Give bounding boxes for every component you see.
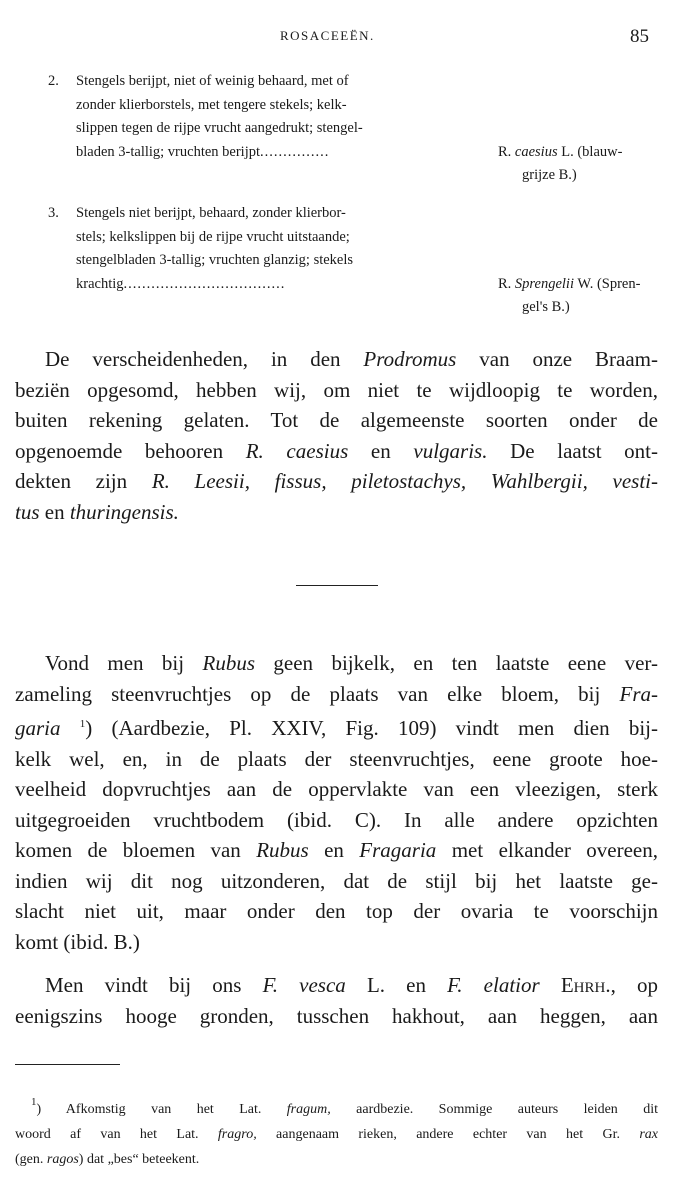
key-line: slippen tegen de rijpe vrucht aangedrukt; stengel-: [76, 120, 363, 136]
text-line: slacht niet uit, maar onder den top der ovaria te voorschijn: [15, 899, 658, 923]
paragraph-species: [15, 970, 658, 1031]
result-continuation: gel's B.): [522, 299, 570, 315]
footnote-divider: [15, 1064, 120, 1065]
result-species: caesius: [514, 143, 558, 160]
text-line: komt (ibid. B.): [15, 929, 140, 954]
result-genus: R.: [498, 143, 512, 160]
footnote-marker: 1: [31, 1096, 37, 1108]
footnote-line: woord af van het Lat. fragro, aangenaam rieken, andere echter van het Gr. rax: [15, 1127, 658, 1142]
result-author: W. (Spren-: [577, 275, 641, 292]
page-header: [0, 26, 678, 46]
text-line: eenigszins hooge gronden, tusschen hakhout, aan heggen, aan: [15, 1003, 658, 1028]
text-line: tus en thuringensis.: [15, 499, 179, 524]
text-line: uitgegroeiden vruchtbodem (ibid. C). In alle andere opzichten: [15, 807, 658, 832]
result-continuation: grijze B.): [522, 167, 577, 183]
key-result: [498, 273, 668, 320]
text-line: Men vindt bij ons F. vesca L. en F. elatior Ehrh., op: [45, 973, 658, 997]
key-result: [498, 141, 668, 188]
key-number: 2.: [48, 73, 59, 89]
key-entry-2: [30, 70, 660, 183]
paragraph-fragaria: [15, 648, 658, 957]
key-number: 3.: [48, 205, 59, 221]
key-line: stels; kelkslippen bij de rijpe vrucht uitstaande;: [76, 228, 350, 245]
text-line: opgenoemde behooren R. caesius en vulgaris. De laatst ont-: [15, 438, 659, 463]
result-author: L. (blauw-: [561, 143, 623, 160]
running-title: ROSACEEËN.: [280, 28, 375, 43]
result-species: Sprengelii: [514, 275, 574, 292]
text-line: Vond men bij Rubus geen bijkelk, en ten laatste eene ver-: [45, 651, 658, 675]
result-genus: R.: [498, 275, 512, 292]
text-line: kelk wel, en, in de plaats der steenvruchtjes, eene groote hoe-: [15, 746, 658, 771]
text-line: dekten zijn R. Leesii, fissus, piletostachys, Wahlbergii, vesti-: [15, 469, 658, 493]
page-number: 85: [630, 26, 649, 47]
key-line: stengelbladen 3-tallig; vruchten glanzig; stekels: [76, 252, 354, 268]
key-line-last: bladen 3-tallig; vruchten berijpt...............: [76, 143, 330, 160]
section-divider: [296, 585, 378, 586]
key-line: Stengels niet berijpt, behaard, zonder klierbor-: [76, 205, 346, 221]
text-line: buiten rekening gelaten. Tot de algemeenste soorten onder de: [15, 408, 658, 432]
text-line: indien wij dit nog uitzonderen, dat de stijl bij het laatste ge-: [15, 868, 658, 893]
footnote-line: (gen. ragos) dat „bes“ beteekent.: [15, 1152, 200, 1167]
footnote-reference: 1: [79, 718, 86, 730]
text-line: zameling steenvruchtjes op de plaats van elke bloem, bij Fra-: [15, 681, 658, 706]
key-line: zonder klierborstels, met tengere stekels; kelk-: [76, 96, 347, 113]
key-line: Stengels berijpt, niet of weinig behaard, met of: [76, 73, 349, 89]
text-line: beziën opgesomd, hebben wij, om niet te wijdloopig te worden,: [15, 377, 658, 402]
text-line: veelheid dopvruchtjes aan de oppervlakte van een vleezigen, sterk: [15, 777, 658, 801]
key-entry-3: [30, 202, 660, 315]
key-line-last: krachtig...................................: [76, 275, 286, 292]
footnote-line: $^1$) Afkomstig van het Lat. fragum, aardbezie. Sommige auteurs leiden dit: [31, 1096, 658, 1117]
text-line: garia $^1$) (Aardbezie, Pl. XXIV, Fig. 109) vindt men dien bij-: [15, 716, 658, 740]
text-line: komen de bloemen van Rubus en Fragaria met elkander overeen,: [15, 838, 658, 862]
paragraph-varieties: [15, 344, 658, 527]
footnote: [15, 1090, 658, 1172]
text-line: De verscheidenheden, in den Prodromus van onze Braam-: [45, 347, 658, 371]
